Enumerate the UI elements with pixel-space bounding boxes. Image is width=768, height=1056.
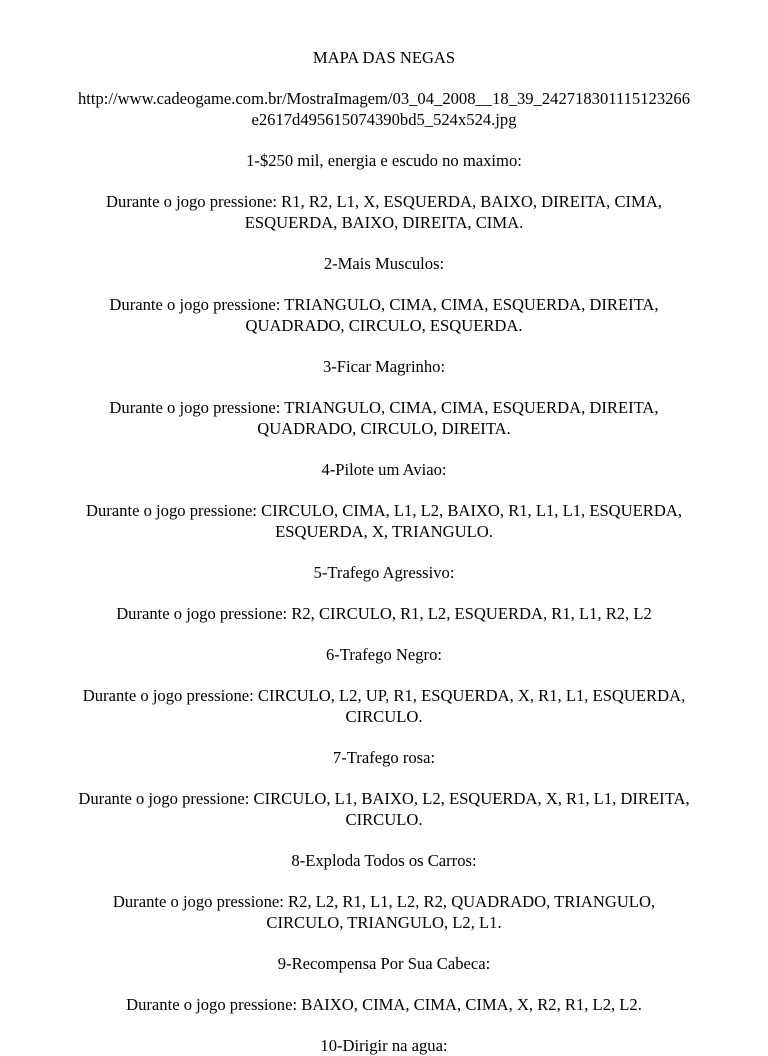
instruction-line: Durante o jogo pressione: R1, R2, L1, X, ESQUERDA, BAIXO, DIREITA, CIMA, [106, 192, 662, 211]
instruction-line: QUADRADO, CIRCULO, ESQUERDA. [245, 316, 523, 335]
instruction-line: CIRCULO. [345, 707, 423, 726]
instruction-line: ESQUERDA, BAIXO, DIREITA, CIMA. [244, 213, 524, 232]
instruction-line: Durante o jogo pressione: CIRCULO, L1, BAIXO, L2, ESQUERDA, X, R1, L1, DIREITA, [78, 789, 690, 808]
cheat-heading: 8-Exploda Todos os Carros: [291, 851, 477, 870]
instruction-line: Durante o jogo pressione: TRIANGULO, CIMA, CIMA, ESQUERDA, DIREITA, [109, 295, 659, 314]
instruction-line: Durante o jogo pressione: CIRCULO, CIMA, L1, L2, BAIXO, R1, L1, L1, ESQUERDA, [86, 501, 682, 520]
instruction-line: Durante o jogo pressione: CIRCULO, L2, UP, R1, ESQUERDA, X, R1, L1, ESQUERDA, [82, 686, 686, 705]
cheat-heading: 3-Ficar Magrinho: [322, 357, 446, 376]
cheat-instructions [34, 788, 734, 830]
instruction-line: CIRCULO, TRIANGULO, L2, L1. [266, 913, 502, 932]
cheat-heading: 2-Mais Musculos: [323, 254, 445, 273]
cheat-heading: 7-Trafego rosa: [332, 748, 436, 767]
instruction-line: CIRCULO. [345, 810, 423, 829]
document-body [34, 0, 734, 1056]
instruction-line: QUADRADO, CIRCULO, DIREITA. [257, 419, 511, 438]
cheat-instructions [34, 294, 734, 336]
instruction-line: Durante o jogo pressione: R2, L2, R1, L1, L2, R2, QUADRADO, TRIANGULO, [112, 892, 656, 911]
instruction-line: ESQUERDA, X, TRIANGULO. [275, 522, 493, 541]
cheat-heading: 1-$250 mil, energia e escudo no maximo: [246, 151, 522, 170]
instruction-line: Durante o jogo pressione: BAIXO, CIMA, CIMA, CIMA, X, R2, R1, L2, L2. [126, 995, 642, 1014]
cheat-heading: 6-Trafego Negro: [326, 645, 442, 664]
instruction-line: Durante o jogo pressione: R2, CIRCULO, R1, L2, ESQUERDA, R1, L1, R2, L2 [116, 604, 652, 623]
cheat-heading: 9-Recompensa Por Sua Cabeca: [277, 954, 491, 973]
cheat-heading: 5-Trafego Agressivo: [313, 563, 455, 582]
cheat-instructions [34, 500, 734, 542]
cheat-instructions [34, 603, 734, 624]
document-title: MAPA DAS NEGAS [312, 48, 456, 67]
url-line: e2617d495615074390bd5_524x524.jpg [251, 110, 517, 129]
instruction-line: Durante o jogo pressione: TRIANGULO, CIMA, CIMA, ESQUERDA, DIREITA, [109, 398, 659, 417]
cheat-instructions [34, 191, 734, 233]
source-url[interactable] [34, 88, 734, 130]
cheat-instructions [34, 397, 734, 439]
cheat-instructions [34, 685, 734, 727]
cheat-heading: 10-Dirigir na agua: [320, 1036, 448, 1055]
url-line: http://www.cadeogame.com.br/MostraImagem/03_04_2008__18_39_242718301115123266 [77, 89, 691, 108]
cheat-heading: 4-Pilote um Aviao: [321, 460, 447, 479]
cheat-instructions [34, 994, 734, 1015]
cheat-instructions [34, 891, 734, 933]
